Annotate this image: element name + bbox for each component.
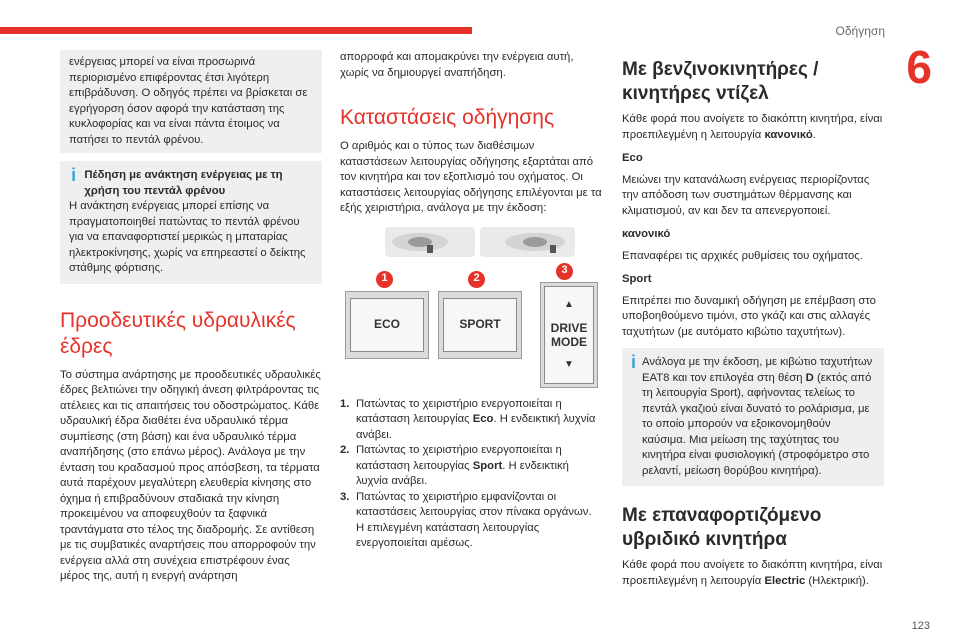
text-bold: D: [805, 371, 814, 384]
info-box-eat8: [622, 348, 884, 486]
text: (εκτός από τη λειτουργία Sport), αφήνοντας τελείως το πεντάλ γκαζιού είναι δυνατό το ρολάρισμα, με το οποίο μπορούν να εξοικονομηθούν καύσιμα. Μια μείωση της ταχύτητας του κινητήρα είναι φυσιολογική (στροφόμετρο στο ρελαντί, μείωση θορύβου κινητήρα).: [642, 371, 872, 477]
arrow-up-icon: ▲: [564, 299, 574, 310]
eco-text: Μειώνει την κατανάλωση ενέργειας περιορίζοντας την απόδοση των συστημάτων θέρμανσης και κλιματισμού, αν και δεν τα απενεργοποιεί.: [622, 173, 870, 217]
info-icon: i: [71, 165, 77, 185]
text-bold: Electric: [764, 574, 806, 587]
text-bold: κανονικό: [764, 128, 813, 141]
text: Κάθε φορά που ανοίγετε το διακόπτη κινητήρα, είναι προεπιλεγμένη η λειτουργία: [622, 113, 883, 141]
petrol-diesel-intro: [622, 112, 884, 143]
page-number: 123: [911, 620, 930, 632]
eco-title: Eco: [622, 152, 643, 164]
info-icon: i: [631, 352, 637, 372]
drive-mode-button-housing: [540, 282, 598, 388]
intro-box: [60, 50, 322, 153]
text: (Ηλεκτρική).: [805, 574, 869, 587]
eco-button-housing: [345, 291, 429, 359]
normal-title: κανονικό: [622, 228, 671, 240]
list-item: [340, 490, 602, 552]
callout-badge-3: 3: [556, 263, 573, 280]
column-middle: [340, 50, 602, 552]
list-text-end: . Η ενδεικτική λυχνία ανάβει.: [356, 413, 596, 441]
info-text: [642, 355, 875, 479]
heading-driving-modes: Καταστάσεις οδήγησης: [340, 106, 555, 129]
section-title: Οδήγηση: [835, 24, 885, 38]
callout-badge-2: 2: [468, 271, 485, 288]
heading-plugin-hybrid: Με επαναφορτιζόμενο υβριδικό κινητήρα: [622, 505, 822, 550]
drive-mode-steps: [340, 397, 602, 552]
list-text: Πατώντας το χειριστήριο ενεργοποιείται η κατάσταση λειτουργίας: [356, 397, 562, 425]
drive-mode-button[interactable]: [544, 286, 594, 384]
hybrid-intro: [622, 558, 884, 589]
list-bold: Sport: [472, 459, 503, 472]
list-item: [340, 397, 602, 444]
list-text: Πατώντας το χειριστήριο εμφανίζονται οι καταστάσεις λειτουργίας στον πίνακα οργάνων. Η επιλεγμένη κατάσταση λειτουργίας ενεργοποιείται αμέσως.: [356, 490, 592, 549]
header-red-bar: [0, 27, 472, 34]
column-right: [622, 50, 884, 589]
drive-mode-controls-illustration: [340, 225, 602, 395]
list-number: 2.: [340, 444, 350, 456]
info-box-regen-braking: [60, 161, 322, 284]
intro-text: ενέργειας μπορεί να είναι προσωρινά περιορισμένο επιφέροντας έτσι λιγότερη επιβράδυνση. Ο οδηγός πρέπει να βρίσκεται σε εγρήγορση όσον αφορά την κατάσταση της κυκλοφορίας και να είναι πάντα έτοιμος να πατήσει το πεντάλ φρένου.: [69, 56, 308, 146]
column-left: [60, 50, 322, 585]
info-title: Πέδηση με ανάκτηση ενέργειας με τη χρήση του πεντάλ φρένου: [84, 169, 283, 197]
list-text-end: . Η ενδεικτική λυχνία ανάβει.: [356, 459, 569, 487]
heading-hydraulic-stops: Προοδευτικές υδραυλικές έδρες: [60, 308, 296, 358]
eco-button[interactable]: ECO: [350, 298, 424, 352]
hydraulic-body: Το σύστημα ανάρτησης με προοδευτικές υδραυλικές έδρες βελτιώνει την οδηγική άνεση φιλτράροντας τις ατέλειες και τις απαιτήσεις του οδοστρώματος. Κάθε υδραυλική έδρα διαθέτει ένα υδραυλικό τέρμα συμπίεσης (στη βάση) και ένα υδραυλικό τέρμα αναπήδησης (στο επάνω μέρος). Ανάλογα με την ένταση του κραδασμού προς απόσβεση, τα τέρματα αυτά παρέχουν μεγαλύτερη ελευθερία κίνησης στο όχημα ή επιβραδύνουν σταδιακά την κίνηση προκειμένου να αποφευχθούν τα ξαφνικά τραντάγματα στο τέλος της διαδρομής. Σε αντίθεση με τις συμβατικές αναρτήσεις που απορροφούν την ενέργεια αλλά στη συνέχεια επιστρέφουν ένας μέρος της, αυτή η ενεργή ανάρτηση: [60, 368, 321, 582]
chapter-number: 6: [906, 41, 932, 93]
list-bold: Eco: [472, 413, 494, 425]
sport-button-housing: [438, 291, 522, 359]
text: .: [812, 128, 816, 141]
text: Κάθε φορά που ανοίγετε το διακόπτη κινητήρα, είναι προεπιλεγμένη η λειτουργία: [622, 559, 883, 587]
sport-title: Sport: [622, 273, 652, 285]
list-number: 1.: [340, 397, 350, 410]
list-text: Πατώντας το χειριστήριο ενεργοποιείται η κατάσταση λειτουργίας: [356, 444, 562, 472]
driving-modes-body: Ο αριθμός και ο τύπος των διαθέσιμων καταστάσεων λειτουργίας οδήγησης εξαρτάται από τον κινητήρα και τον εξοπλισμό του οχήματος. Οι καταστάσεις λειτουργίας οδήγησης επιλέγονται με τα εξής χειριστήρια, ανάλογα με την έκδοση:: [340, 140, 602, 214]
dashboard-illustration-1: [385, 227, 475, 257]
text: Ανάλογα με την έκδοση, με κιβώτιο ταχυτήτων EAT8 και τον επιλογέα στη θέση: [642, 356, 873, 384]
arrow-down-icon: ▼: [564, 358, 574, 370]
sport-text: Επιτρέπει πιο δυναμική οδήγηση με επέμβαση στο υποβοηθούμενο τιμόνι, στο γκάζι και στις αλλαγές ταχυτήτων (με αυτόματο κιβώτιο ταχυτήτων).: [622, 294, 876, 338]
list-item: [340, 443, 602, 490]
normal-text: Επαναφέρει τις αρχικές ρυθμίσεις του οχήματος.: [622, 249, 863, 262]
info-text: Η ανάκτηση ενέργειας μπορεί επίσης να πραγματοποιηθεί πατώντας το πεντάλ φρένου για να επαναφορτιστεί μερικώς η μπαταρίας ηλεκτροκίνησης, χωρίς να επηρεαστεί ο δείκτης στάθμης φόρτισης.: [69, 200, 306, 274]
callout-badge-1: 1: [376, 271, 393, 288]
sport-button[interactable]: SPORT: [443, 298, 517, 352]
col2-intro: απορροφά και απομακρύνει την ενέργεια αυτή, χωρίς να δημιουργεί αναπήδηση.: [340, 51, 574, 79]
heading-petrol-diesel: Με βενζινοκινητήρες / κινητήρες ντίζελ: [622, 59, 819, 104]
list-number: 3.: [340, 490, 350, 503]
dashboard-illustration-2: [480, 227, 575, 257]
drive-mode-label: DRIVE MODE: [550, 320, 588, 349]
